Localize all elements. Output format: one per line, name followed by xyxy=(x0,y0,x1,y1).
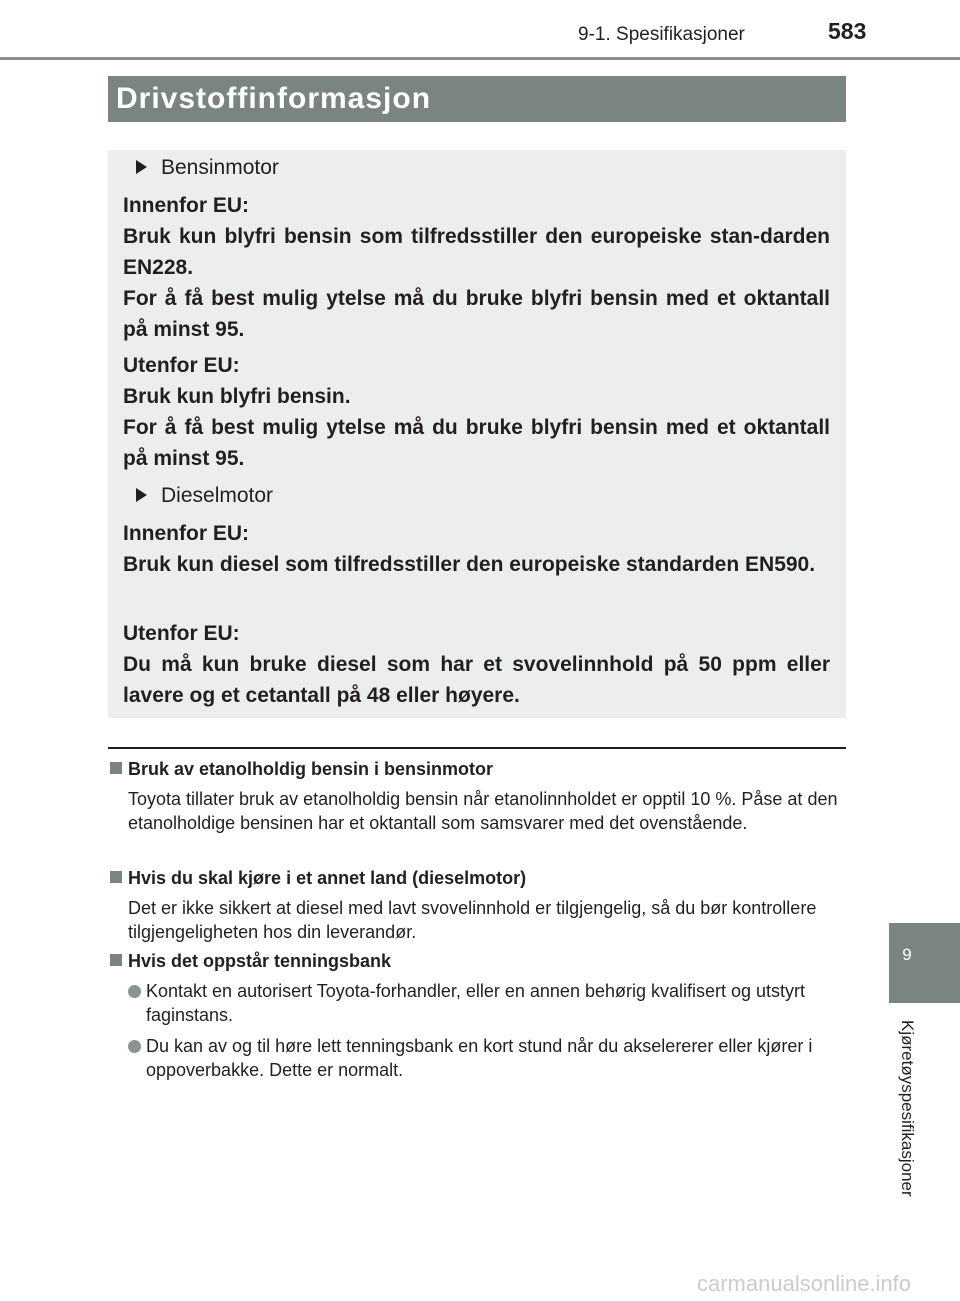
knocking-bullet-2: Du kan av og til høre lett tenningsbank en kort stund når du akselererer eller kjører i oppoverbakke. Dette er normalt. xyxy=(128,1034,846,1082)
circle-bullet-icon xyxy=(128,1040,141,1053)
square-bullet-icon xyxy=(110,954,122,966)
note-heading-knocking: Hvis det oppstår tenningsbank xyxy=(110,951,391,972)
chapter-tab xyxy=(889,923,960,1003)
square-bullet-icon xyxy=(110,762,122,774)
diesel-outside-eu: Utenfor EU: Du må kun bruke diesel som har et svovelinnhold på 50 ppm eller lavere og et cetantall på 48 eller høyere. xyxy=(123,622,830,707)
watermark: carmanualsonline.info xyxy=(697,1271,912,1296)
petrol-engine-heading xyxy=(136,156,279,180)
triangle-bullet-icon xyxy=(136,160,147,174)
page-number: 583 xyxy=(828,18,867,44)
square-bullet-icon xyxy=(110,871,122,883)
note-body-abroad: Det er ikke sikkert at diesel med lavt svovelinnhold er tilgjengelig, så du bør kontrollere tilgjengeligheten hos din leverandør. xyxy=(128,898,817,942)
diesel-engine-label: Dieselmotor xyxy=(161,484,274,507)
petrol-engine-label: Bensinmotor xyxy=(161,156,279,179)
note-body-ethanol: Toyota tillater bruk av etanolholdig bensin når etanolinnholdet er opptil 10 %. Påse at den etanolholdige bensinen har et oktantall som samsvarer med det ovenstående. xyxy=(128,789,838,833)
fuel-info-box xyxy=(108,150,846,718)
title-bar xyxy=(108,76,846,122)
note-heading-ethanol: Bruk av etanolholdig bensin i bensinmotor xyxy=(110,759,493,780)
petrol-inside-eu: Innenfor EU: Bruk kun blyfri bensin som tilfredsstiller den europeiske stan-darden EN228. For å få best mulig ytelse må du bruke blyfri bensin med et oktantall på minst 95. xyxy=(123,194,830,341)
chapter-number: 9 xyxy=(902,945,912,964)
diesel-inside-eu: Innenfor EU: Bruk kun diesel som tilfredsstiller den europeiske standarden EN590. xyxy=(123,522,816,576)
diesel-engine-heading xyxy=(136,484,273,508)
chapter-label: Kjøretøyspesifikasjoner xyxy=(898,1020,917,1197)
circle-bullet-icon xyxy=(128,985,141,998)
note-heading-abroad: Hvis du skal kjøre i et annet land (dieselmotor) xyxy=(110,868,526,889)
section-label: 9-1. Spesifikasjoner xyxy=(578,24,745,45)
triangle-bullet-icon xyxy=(136,488,147,502)
section-divider xyxy=(108,747,846,749)
petrol-outside-eu: Utenfor EU: Bruk kun blyfri bensin. For å få best mulig ytelse må du bruke blyfri bensin med et oktantall på minst 95. xyxy=(123,354,830,470)
page-title: Drivstoffinformasjon xyxy=(116,82,432,115)
knocking-bullet-1: Kontakt en autorisert Toyota-forhandler, eller en annen behørig kvalifisert og utstyrt faginstans. xyxy=(128,979,846,1027)
header-divider xyxy=(0,57,960,60)
